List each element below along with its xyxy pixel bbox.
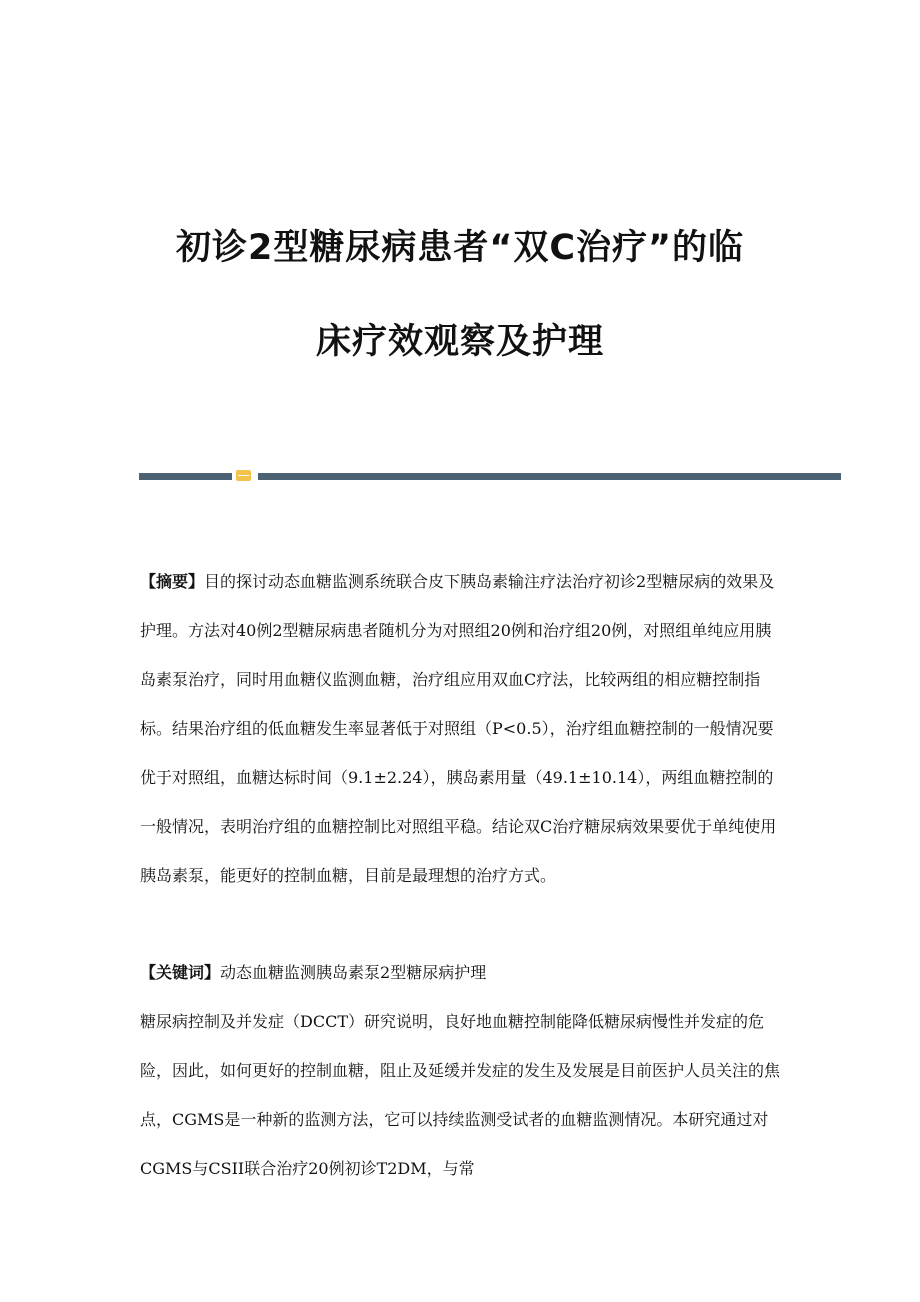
- keywords-paragraph: [140, 948, 780, 997]
- document-title-line-2: 床疗效观察及护理: [315, 322, 604, 362]
- intro-text: 糖尿病控制及并发症（DCCT）研究说明，良好地血糖控制能降低糖尿病慢性并发症的危险，因此，如何更好的控制血糖，阻止及延缓并发症的发生及发展是目前医护人员关注的焦点，CGMS是一种新的监测方法，它可以持续监测受试者的血糖监测情况。本研究通过对CGMS与CSII联合治疗20例初诊T2DM，与常: [140, 1012, 781, 1178]
- divider-mark-icon: [236, 470, 251, 481]
- title-divider: [139, 470, 841, 480]
- document-title-line-1: 初诊2型糖尿病患者“双C治疗”的临: [175, 228, 745, 268]
- keywords-text: 动态血糖监测胰岛素泵2型糖尿病护理: [220, 963, 487, 982]
- keywords-label: 【关键词】: [140, 963, 221, 982]
- abstract-paragraph: [140, 557, 780, 900]
- divider-bar-right: [258, 473, 841, 480]
- divider-bar-left: [139, 473, 232, 480]
- abstract-label: 【摘要】: [140, 572, 205, 591]
- abstract-text: 目的探讨动态血糖监测系统联合皮下胰岛素输注疗法治疗初诊2型糖尿病的效果及护理。方法对40例2型糖尿病患者随机分为对照组20例和治疗组20例，对照组单纯应用胰岛素泵治疗，同时用血糖仪监测血糖，治疗组应用双血C疗法，比较两组的相应糖控制指标。结果治疗组的低血糖发生率显著低于对照组（P<0.5），治疗组血糖控制的一般情况要优于对照组，血糖达标时间（9.1±2.24），胰岛素用量（49.1±10.14），两组血糖控制的一般情况，表明治疗组的血糖控制比对照组平稳。结论双C治疗糖尿病效果要优于单纯使用胰岛素泵，能更好的控制血糖，目前是最理想的治疗方式。: [140, 572, 777, 885]
- intro-paragraph: [140, 997, 780, 1193]
